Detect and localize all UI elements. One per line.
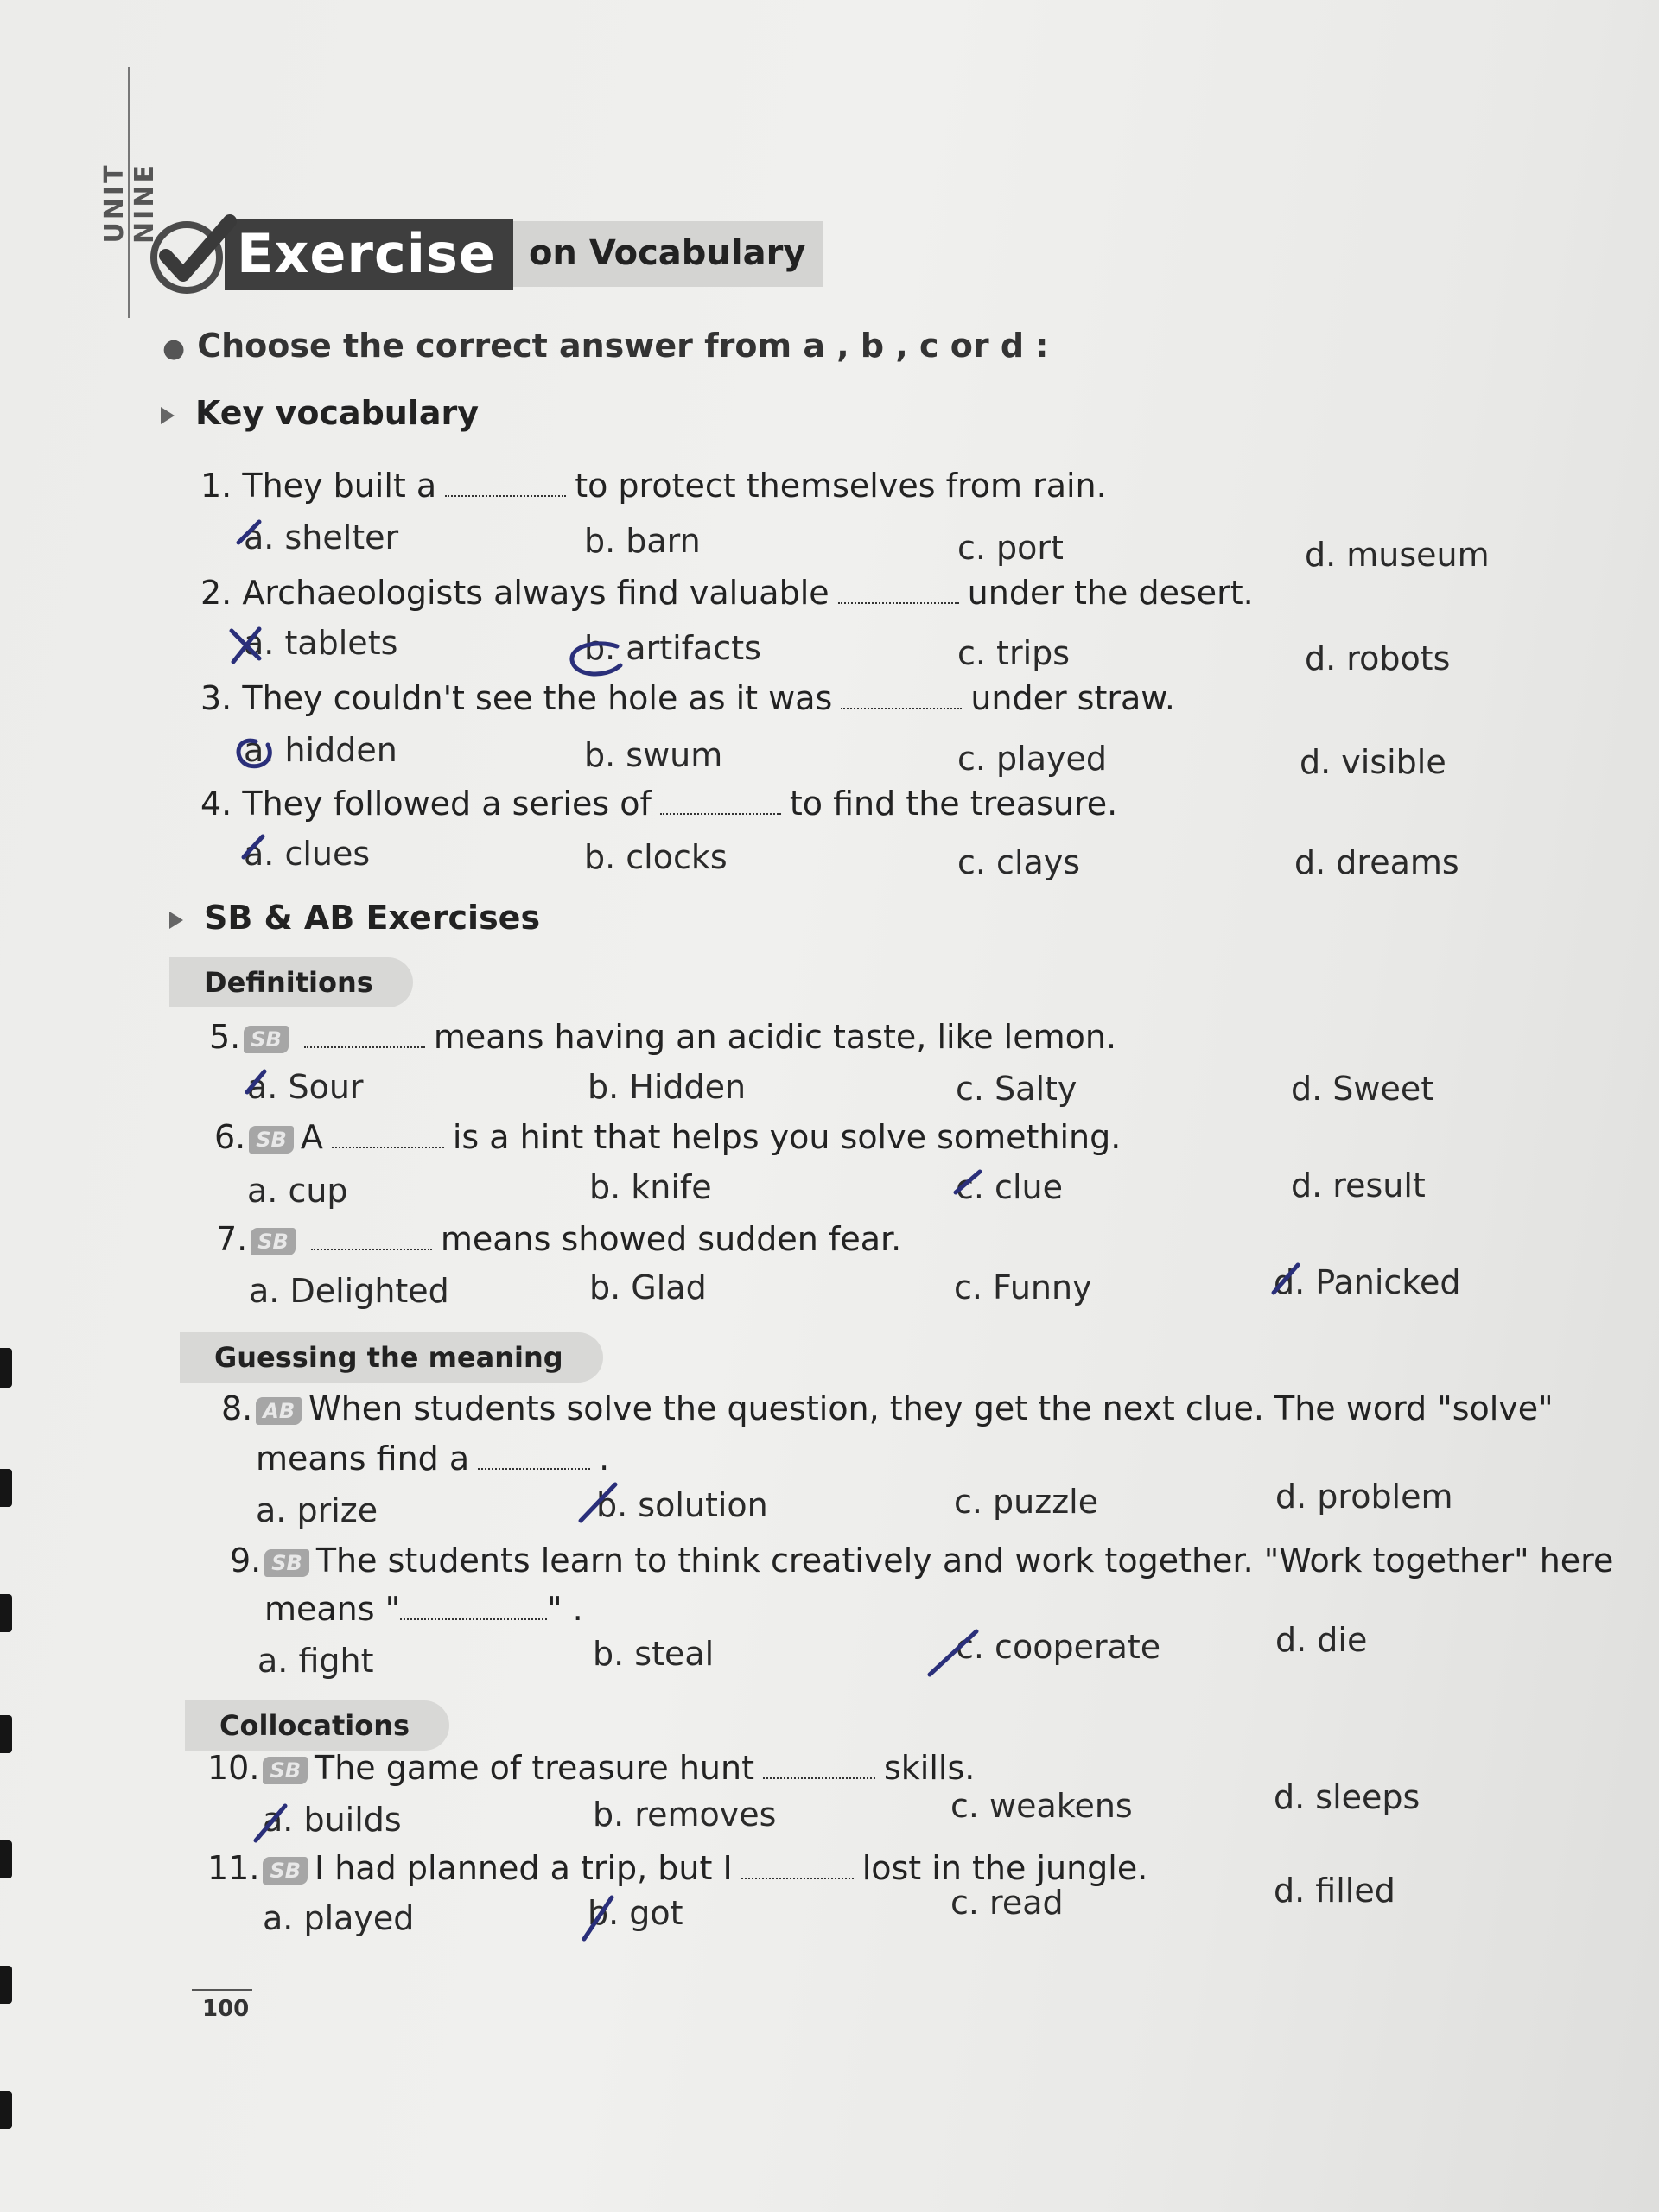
option-text: d. result xyxy=(1291,1166,1426,1205)
section-definitions: Definitions xyxy=(169,957,413,1007)
question-text: to protect themselves from rain. xyxy=(575,467,1107,505)
option-text: a. cup xyxy=(247,1172,348,1210)
option-text: d. die xyxy=(1275,1621,1368,1659)
question-text: lost in the jungle. xyxy=(861,1849,1148,1887)
section-guessing-meaning: Guessing the meaning xyxy=(180,1332,603,1382)
option-text: a. played xyxy=(263,1899,415,1937)
question-number: 10. xyxy=(207,1749,260,1787)
source-tag: SB xyxy=(264,1549,309,1577)
option-text: c. Funny xyxy=(954,1268,1092,1306)
option-text: c. played xyxy=(957,740,1108,778)
option-text: c. puzzle xyxy=(954,1483,1099,1521)
option-text: b. barn xyxy=(584,522,701,560)
option-text: b. solution xyxy=(596,1486,768,1524)
option-text: c. Salty xyxy=(956,1070,1077,1108)
pen-checkmark-icon xyxy=(930,1631,976,1675)
option-text: b. swum xyxy=(584,736,723,774)
question-number: 2. xyxy=(200,574,232,612)
question-text: means " xyxy=(264,1590,401,1628)
section-title: Key vocabulary xyxy=(195,394,480,432)
pen-checkmark-icon xyxy=(244,836,263,857)
source-tag: SB xyxy=(249,1126,294,1154)
option-text: c. trips xyxy=(957,634,1071,672)
page-number-rule xyxy=(192,1989,252,1991)
source-tag: AB xyxy=(256,1397,302,1425)
option-text: c. clue xyxy=(956,1168,1063,1206)
question-text: When students solve the question, they get the next clue. The word "solve" xyxy=(308,1389,1554,1427)
question-text: under the desert. xyxy=(967,574,1254,612)
option-text: a. Sour xyxy=(247,1068,364,1106)
option-text: b. artifacts xyxy=(584,629,761,667)
question-text: A xyxy=(300,1118,323,1156)
question-text: is a hint that helps you solve something. xyxy=(452,1118,1122,1156)
question-text: means showed sudden fear. xyxy=(440,1220,902,1258)
option-text: c. clays xyxy=(957,843,1081,881)
question-text: I had planned a trip, but I xyxy=(315,1849,733,1887)
pen-x-icon xyxy=(232,629,259,662)
question-text: to find the treasure. xyxy=(789,785,1118,823)
pen-checkmark-icon xyxy=(238,522,259,543)
instruction-text: Choose the correct answer from a , b , c or d : xyxy=(197,327,1049,365)
question-text: They built a xyxy=(242,467,437,505)
source-tag: SB xyxy=(263,1757,308,1784)
option-text: d. filled xyxy=(1274,1872,1395,1910)
question-number: 6. xyxy=(214,1118,246,1156)
question-text: . xyxy=(599,1440,610,1478)
option-text: b. got xyxy=(588,1894,683,1932)
question-text: Archaeologists always find valuable xyxy=(242,574,830,612)
pen-checkmark-icon xyxy=(247,1071,264,1092)
question-text: skills. xyxy=(884,1749,976,1787)
question-number: 9. xyxy=(230,1541,262,1580)
option-text: a. builds xyxy=(263,1801,402,1839)
question-number: 8. xyxy=(221,1389,253,1427)
question-number: 5. xyxy=(209,1018,241,1056)
question-number: 4. xyxy=(200,785,232,823)
question-text: The game of treasure hunt xyxy=(315,1749,754,1787)
source-tag: SB xyxy=(251,1228,296,1255)
option-text: d. museum xyxy=(1305,536,1490,574)
option-text: d. Panicked xyxy=(1274,1263,1461,1301)
question-number: 1. xyxy=(200,467,232,505)
pen-checkmark-icon xyxy=(256,1806,285,1840)
section-title: SB & AB Exercises xyxy=(204,899,541,937)
question-text: means find a xyxy=(256,1440,470,1478)
question-text: " . xyxy=(547,1590,583,1628)
option-text: b. steal xyxy=(593,1635,715,1673)
option-text: c. read xyxy=(950,1884,1064,1922)
option-text: b. knife xyxy=(589,1168,712,1206)
option-text: d. visible xyxy=(1300,743,1446,781)
option-text: a. Delighted xyxy=(249,1272,449,1310)
option-text: a. tablets xyxy=(244,624,398,662)
section-collocations: Collocations xyxy=(185,1700,449,1751)
option-text: d. problem xyxy=(1275,1478,1453,1516)
option-text: c. port xyxy=(957,529,1064,567)
pen-checkmark-icon xyxy=(581,1484,615,1521)
pen-checkmark-icon xyxy=(1274,1265,1298,1293)
pen-checkmark-icon xyxy=(584,1897,612,1939)
unit-label: UNIT NINE xyxy=(99,162,160,244)
source-tag: SB xyxy=(244,1026,289,1053)
pen-checkmark-icon xyxy=(956,1172,980,1192)
question-number: 11. xyxy=(207,1849,260,1887)
pen-circle-icon xyxy=(238,741,270,766)
option-text: a. prize xyxy=(256,1491,378,1529)
option-text: a. fight xyxy=(257,1642,374,1680)
option-text: d. dreams xyxy=(1294,843,1459,881)
option-text: a. shelter xyxy=(244,518,399,556)
exercise-title: Exercise xyxy=(225,219,513,290)
option-text: d. sleeps xyxy=(1274,1778,1421,1816)
option-text: c. cooperate xyxy=(956,1628,1161,1666)
exercise-subtitle: on Vocabulary xyxy=(513,221,823,287)
question-number: 3. xyxy=(200,679,232,717)
page-number: 100 xyxy=(202,1996,250,2022)
pen-circle-icon xyxy=(572,644,620,674)
source-tag: SB xyxy=(263,1857,308,1885)
question-text: They followed a series of xyxy=(242,785,652,823)
option-text: a. clues xyxy=(244,835,371,873)
option-text: d. robots xyxy=(1305,639,1451,677)
instruction: ● Choose the correct answer from a , b , c or d : xyxy=(162,327,1049,365)
option-text: b. Hidden xyxy=(588,1068,747,1106)
option-text: c. weakens xyxy=(950,1787,1133,1825)
question-text: They couldn't see the hole as it was xyxy=(242,679,833,717)
question-number: 7. xyxy=(216,1220,248,1258)
option-text: a. hidden xyxy=(244,731,397,769)
option-text: b. clocks xyxy=(584,838,728,876)
option-text: b. Glad xyxy=(589,1268,707,1306)
option-text: d. Sweet xyxy=(1291,1070,1434,1108)
question-text: under straw. xyxy=(970,679,1175,717)
option-text: b. removes xyxy=(593,1796,777,1834)
question-text: means having an acidic taste, like lemon. xyxy=(433,1018,1117,1056)
question-text: The students learn to think creatively and work together. "Work together" here xyxy=(315,1541,1614,1580)
